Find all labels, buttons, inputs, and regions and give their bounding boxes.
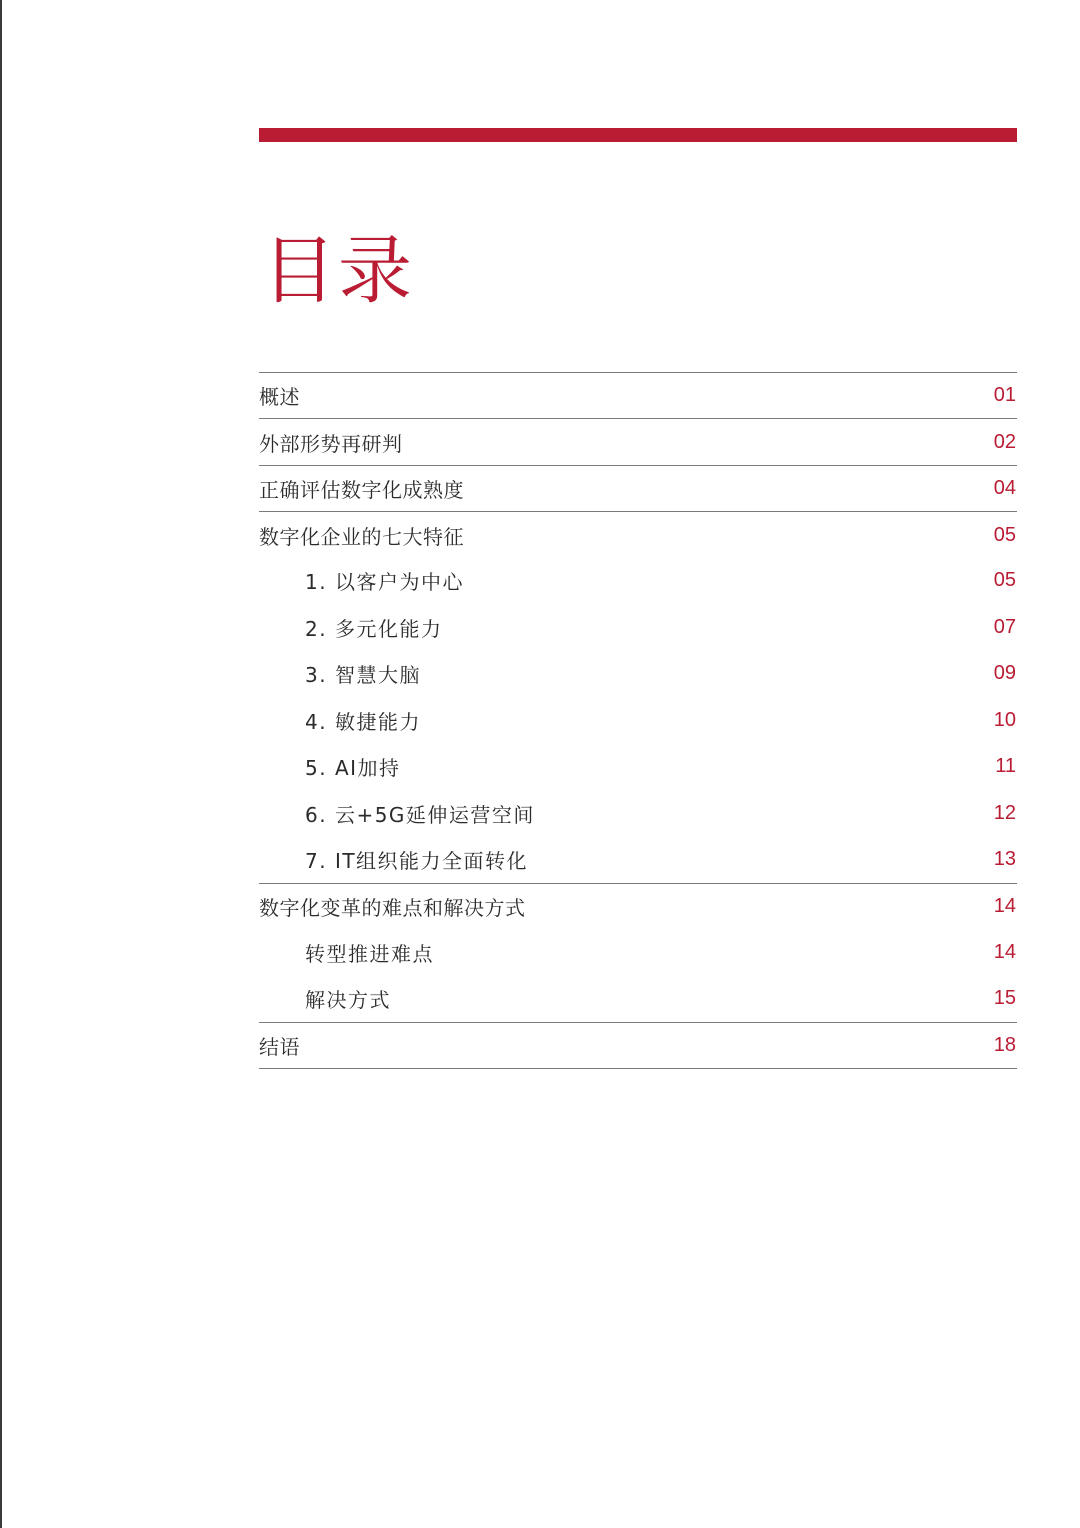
- toc-entry-diversified-capability[interactable]: [259, 604, 1017, 650]
- toc-entry-page: 09: [993, 662, 1016, 685]
- toc-entry-conclusion[interactable]: [259, 1022, 1017, 1068]
- toc-entry-label: 正确评估数字化成熟度: [259, 478, 464, 503]
- toc-entry-page: 01: [993, 384, 1016, 407]
- toc-entry-label: 概述: [259, 385, 300, 410]
- toc-entry-label: 1. 以客户为中心: [305, 570, 464, 595]
- toc-entry-maturity-assessment[interactable]: [259, 465, 1017, 511]
- page-title: 目录: [262, 228, 414, 314]
- toc-entry-page: 14: [993, 940, 1016, 963]
- toc-entry-page: 05: [993, 523, 1016, 546]
- toc-entry-page: 02: [993, 430, 1016, 453]
- toc-entry-ai-enabled[interactable]: [259, 744, 1017, 790]
- toc-entry-page: 07: [993, 615, 1016, 638]
- toc-entry-label: 4. 敏捷能力: [305, 709, 421, 734]
- toc-entry-label: 数字化企业的七大特征: [259, 524, 464, 549]
- toc-entry-label: 3. 智慧大脑: [305, 663, 421, 688]
- toc-entry-page: 18: [993, 1033, 1016, 1056]
- toc-entry-seven-features[interactable]: [259, 511, 1017, 557]
- toc-entry-page: 12: [993, 801, 1016, 824]
- toc-entry-transformation-barriers[interactable]: [259, 929, 1017, 975]
- toc-entry-overview[interactable]: [259, 372, 1017, 418]
- toc-entry-label: 6. 云+5G延伸运营空间: [305, 802, 535, 827]
- toc-entry-label: 数字化变革的难点和解决方式: [259, 896, 526, 921]
- toc-entry-label: 转型推进难点: [305, 941, 434, 966]
- toc-entry-page: 11: [995, 755, 1016, 778]
- toc-entry-smart-brain[interactable]: [259, 651, 1017, 697]
- toc-entry-label: 5. AI加持: [305, 756, 401, 781]
- toc-entry-transformation-difficulties[interactable]: [259, 883, 1017, 929]
- toc-entry-label: 解决方式: [305, 988, 391, 1013]
- toc-entry-label: 结语: [259, 1034, 300, 1059]
- toc-entry-page: 13: [993, 848, 1016, 871]
- table-of-contents: [259, 372, 1017, 1069]
- toc-entry-external-situation[interactable]: [259, 418, 1017, 464]
- toc-entry-label: 外部形势再研判: [259, 431, 403, 456]
- toc-entry-page: 14: [993, 895, 1016, 918]
- toc-entry-it-organization[interactable]: [259, 836, 1017, 882]
- toc-entry-page: 04: [993, 477, 1016, 500]
- toc-entry-label: 7. IT组织能力全面转化: [305, 849, 529, 874]
- page-edge-divider: [0, 0, 2, 1528]
- toc-entry-solutions[interactable]: [259, 976, 1017, 1022]
- header-accent-bar: [259, 128, 1017, 142]
- toc-entry-agility[interactable]: [259, 697, 1017, 743]
- toc-entry-page: 15: [993, 987, 1016, 1010]
- toc-entry-cloud-5g[interactable]: [259, 790, 1017, 836]
- toc-entry-page: 10: [993, 708, 1016, 731]
- toc-entry-page: 05: [993, 569, 1016, 592]
- toc-entry-customer-centric[interactable]: [259, 558, 1017, 604]
- toc-entry-label: 2. 多元化能力: [305, 616, 443, 641]
